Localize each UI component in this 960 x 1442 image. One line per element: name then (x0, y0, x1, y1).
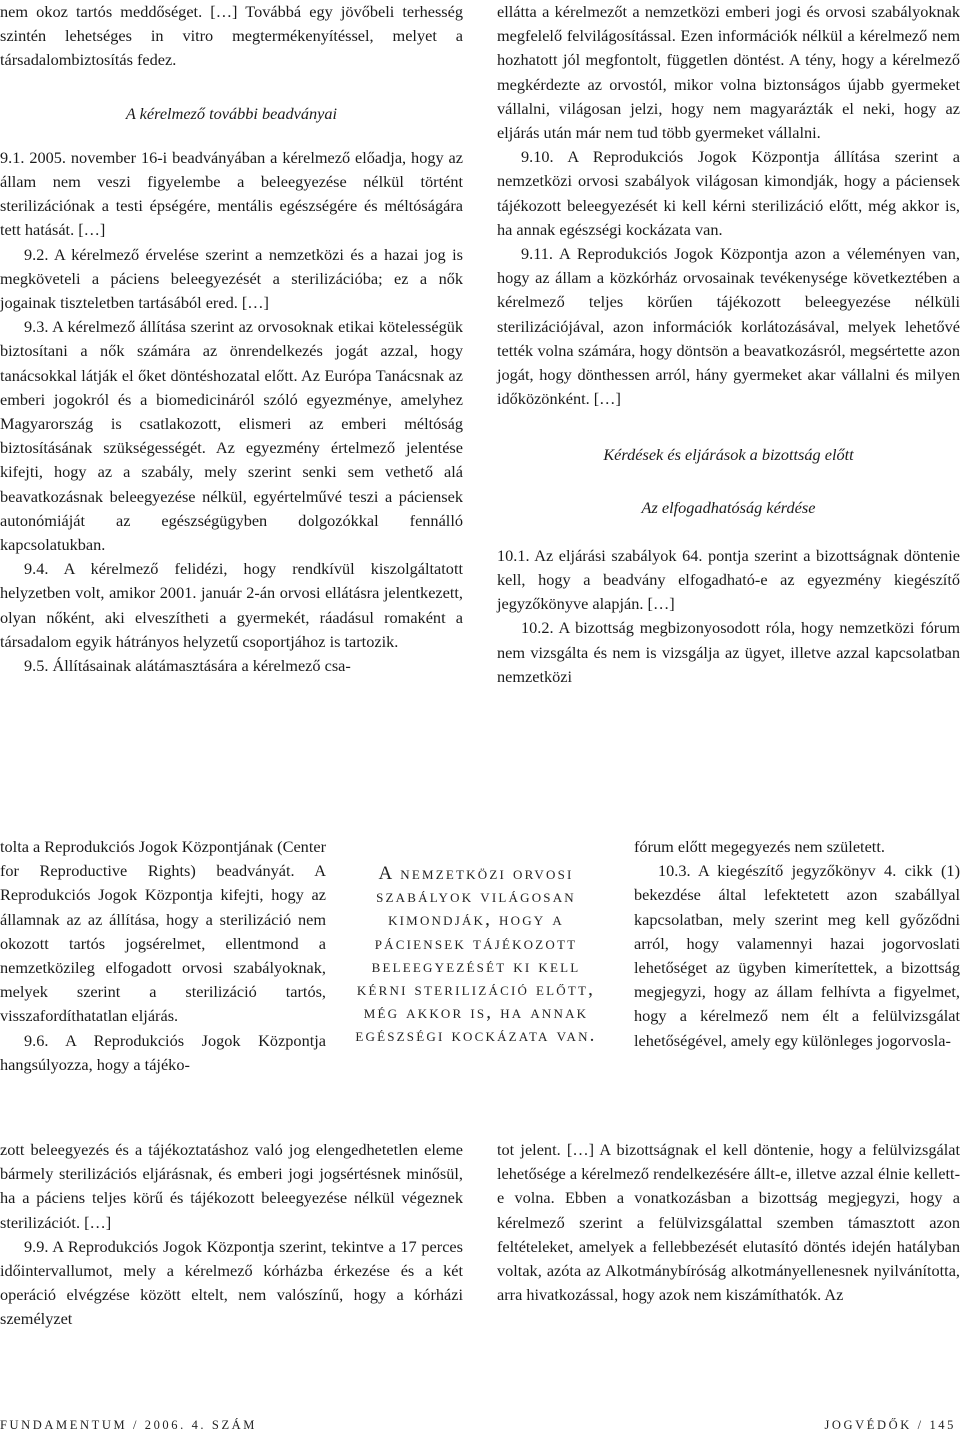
left-column (0, 0, 463, 830)
paragraph-9-10: 9.10. A Reprodukciós Jogok Központja állítása szerint a nemzetközi orvosi szabályok világosan kimondják, hogy a páciensek tájékozott beleegyezését ki kell kérni sterilizáció előtt, még akkor is, ha annak egészségi kockázata van. (497, 147, 960, 239)
paragraph-9-5-narrow: tolta a Reprodukciós Jogok Központjának (Center for Reproductive Rights) beadványát. A Reprodukciós Jogok Központja kifejti, hogy az államnak az az állítása, hogy a sterilizáció nem okozott tartós jogsérelmet, ellentmond a nemzetközileg elfogadott orvosi szabályoknak, melyek szerint a sterilizáció tartós, visszafordíthatatlan eljárás. 9.6. A Reprodukciós Jogok Központja hangsúlyozza, hogy a tájéko- (0, 835, 326, 1077)
paragraph-9-1: 9.1. 2005. november 16-i beadványában a kérelmező előadja, hogy az állam nem veszi figyelembe a beleegyezése nélkül történt sterilizációnak a testi épségére, mentális egészségére és méltóságára tett hatását. […] (0, 147, 463, 240)
section-heading-admissibility: Az elfogadhatóság kérdése (641, 497, 816, 517)
paragraph-10-3-wide: tot jelent. […] A bizottságnak el kell döntenie, hogy a felülvizsgálat lehetősége a kérelmező rendelkezésére állt-e, illetve azzal élnie kellett-e volna. Ebben a vonatkozásban a bizottság megjegyzi, hogy a kérelmező szerint a felülvizsgálattal szemben támasztott azon feltételeket, amelyek a fellebbezését elutasító döntés idején hatályban voltak, azóta az Alkotmánybíróság alkotmányellenesnek nyilvánította, arra hivatkozással, hogy azok nem kiszámíthatók. Az (497, 1140, 960, 1305)
paragraph-9-2: 9.2. A kérelmező érvelése szerint a nemzetközi és a hazai jog is megköveteli a páciens beleegyezését a sterilizációba; ez a nők jogainak tiszteletben tartásából ered. […] (0, 244, 463, 313)
section-heading-questions: Kérdések és eljárások a bizottság előtt (603, 445, 854, 465)
paragraph-10-2: 10.2. A bizottság megbizonyosodott róla, hogy nemzetközi fórum nem vizsgálta és nem is vizsgálja az ügyet, illetve azzal kapcsolatban nemzetközi (497, 618, 960, 686)
paragraph-9-9-continued: ellátta a kérelmezőt a nemzetközi emberi jogi és orvosi szabályoknak megfelelő felvilágosítással. Ezen információk nélkül a kérelmező nem hozhatott jól megfontolt, független döntést. A tény, hogy a kérelmező megkérdezte az orvostól, mikor volna biztonságos újabb gyermeket vállalni, világosan jelzi, hogy nem magyarázták el neki, hogy az eljárás után már nem tud több gyermeket vállalni. (497, 2, 960, 143)
pull-quote: A nemzetközi orvosi szabályok világosan kimondják, hogy a páciensek tájékozott beleegyezését ki kell kérni sterilizáció előtt, még akkor is, ha annak egészségi kockázata van. (355, 863, 597, 1047)
paragraph-9-3: 9.3. A kérelmező állítása szerint az orvosoknak etikai kötelességük biztosítani a nők számára az önrendelkezés jogát azzal, hogy tanácsokkal látják el őket döntéshozatal előtt. Az Európa Tanácsnak az emberi jogokról és a biomedicináról szóló egyezménye, amelyhez Magyarország is csatlakozott, elismeri az emberi méltóság biztosításának szükségességét. Az egyezmény értelmező jelentése kifejti, hogy az a szabály, mely szerint senki sem vethető alá beavatkozásnak beleegyezése nélkül, egyértelművé teszi a páciensek autonómiáját az egészségügyben dolgozókkal fennálló kapcsolatukban. (0, 317, 463, 555)
paragraph-9-4: 9.4. A kérelmező felidézi, hogy rendkívül kiszolgáltatott helyzetben volt, amikor 2001. január 2-án orvosi ellátásra jelentkezett, olyan nőként, aki elveszítheti a gyermekét, ráadásul romaként a társadalom egyik hátrányos helyzetű csoportjához is tartozik. (0, 559, 463, 651)
paragraph-9-9: 9.9. A Reprodukciós Jogok Központja szerint, tekintve a 17 perces időintervallumot, mely a kérelmező kórházba érkezése és a két operáció elvégzése között eltelt, nem valószínű, hogy a kórházi személyzet (0, 1236, 463, 1329)
paragraph-10-1: 10.1. Az eljárási szabályok 64. pontja szerint a bizottságnak döntenie kell, hogy a beadvány elfogadható-e az egyezmény kiegészítő jegyzőkönyve alapján. […] (497, 545, 960, 614)
paragraph-9-6-start: 9.6. A Reprodukciós Jogok Központja hangsúlyozza, hogy a tájéko- (0, 1030, 326, 1074)
paragraph-9-5-start: 9.5. Állításainak alátámasztására a kérelmező csa- (24, 656, 351, 676)
right-column (497, 0, 960, 689)
paragraph-intro: nem okoz tartós meddőséget. […] Továbbá egy jövőbeli terhesség szintén lehetséges in vitro megtermékenyítéssel, melyet a társadalombiztosítás fedez. (0, 2, 463, 70)
footer-journal: FUNDAMENTUM / 2006. 4. SZÁM (0, 1418, 258, 1432)
section-heading-further-submissions: A kérelmező további beadványai (125, 103, 338, 123)
paragraph-9-6-wide: zott beleegyezés és a tájékoztatáshoz való jog elengedhetetlen eleme bármely sterilizációs eljárásnak, és emberi jogi jogsértésnek minősül, ha a páciens teljes körű és tájékozott beleegyezése nélkül végeznek sterilizációt. […] 9.9. A Reprodukciós Jogok Központja szerint, tekintve a 17 perces időintervallumot, mely a kérelmező kórházba érkezése és a két operáció elvégzése között eltelt, nem valószínű, hogy a kórházi személyzet (0, 1138, 463, 1332)
paragraph-9-11: 9.11. A Reprodukciós Jogok Központja azon a véleményen van, hogy az állam a közkórház orvosainak tevékenysége következtében a kérelmező teljes körűen tájékozott beleegyezése nélküli sterilizációjával, azon információk korlátozásával, melyek lehetővé tették volna számára, hogy döntsön a beavatkozásról, megsértette azon jogát, hogy dönthessen arról, hány gyermeket akar vállalni és milyen időközönként. […] (497, 244, 960, 409)
paragraph-10-3-start: 10.3. A kiegészítő jegyzőkönyv 4. cikk (1) bekezdése által lefektetett azon szabállyal kapcsolatban, mely szerint meg kell győződni arról, hogy valamennyi hazai jogorvoslati lehetőséget az ügyben kimerítettek, a bizottság megjegyzi, hogy az állam felhívta a figyelmet, hogy a kérelmező nem élt a felülvizsgálat lehetőségével, amely egy különleges jogorvosla- (634, 861, 960, 1050)
paragraph-10-2-narrow: fórum előtt megegyezés nem született. 10.3. A kiegészítő jegyzőkönyv 4. cikk (1) bekezdése által lefektetett azon szabállyal kapcsolatban, mely szerint meg kell győződni arról, hogy valamennyi hazai jogorvoslati lehetőséget az ügyben kimerítettek, a bizottság megjegyzi, hogy az állam felhívta a figyelmet, hogy a kérelmező nem élt a felülvizsgálat lehetőségével, amely egy különleges jogorvosla- (634, 835, 960, 1053)
footer-page-number: JOGVÉDŐK / 145 (824, 1418, 956, 1432)
